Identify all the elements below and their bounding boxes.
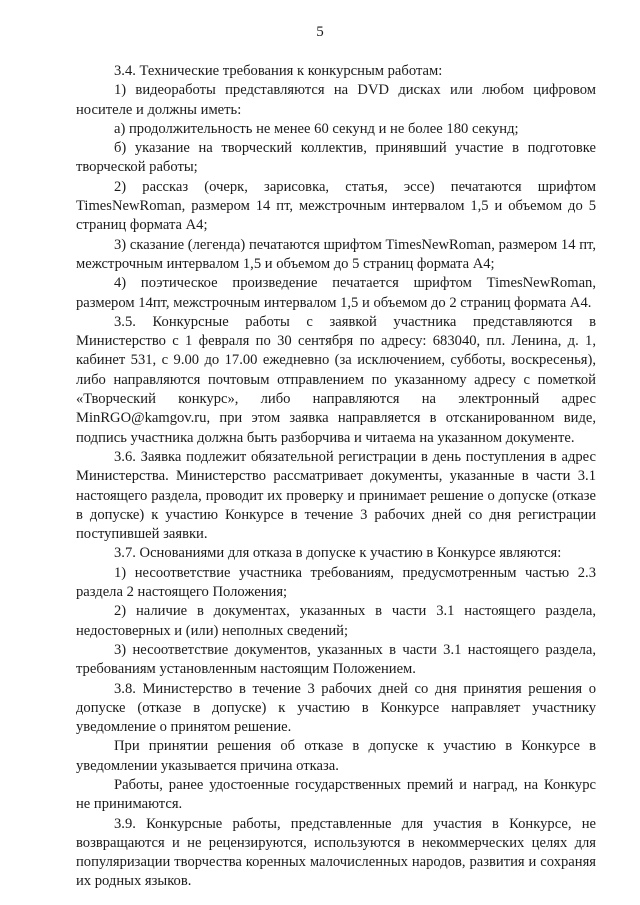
paragraph-3-7: 3.7. Основаниями для отказа в допуске к участию в Конкурсе являются: bbox=[114, 545, 562, 562]
paragraph-3-9: 3.9. Конкурсные работы, представленные для участия в Конкурсе, не возвращаются и не рецензируются, используются в некоммерческих целях для популяризации творчества коренных малочисленных народов, развития и сохраняя их родных языков. bbox=[76, 815, 596, 890]
document-body bbox=[76, 62, 596, 892]
paragraph-3-5: 3.5. Конкурсные работы с заявкой участника представляются в Министерство с 1 февраля по 30 сентября по адресу: 683040, пл. Ленина, д. 1, кабинет 531, с 9.00 до 17.00 ежедневно (за исключением, субботы, воскресенья), либо направляются почтовым отправлением по указанному адресу с пометкой «Творческий конкурс», либо направляются на электронный адрес MinRGO@kamgov.ru, при этом заявка направляется в отсканированном виде, подпись участника должна быть разборчива и читаема на указанном документе. bbox=[76, 313, 596, 446]
paragraph-3-8: 3.8. Министерство в течение 3 рабочих дней со дня принятия решения о допуске (отказе в допуске) к участию в Конкурсе направляет участнику уведомление о принятом решение. bbox=[76, 680, 596, 736]
paragraph-3-6: 3.6. Заявка подлежит обязательной регистрации в день поступления в адрес Министерства. Министерство рассматривает документы, указанные в части 3.1 настоящего раздела, проводит их проверку и принимает решение о допуске (отказе в допуске) к участию Конкурсе в течение 3 рабочих дней со дня регистрации поступившей заявки. bbox=[76, 448, 596, 543]
paragraph-3-4-item-1: 1) видеоработы представляются на DVD дисках или любом цифровом носителе и должны иметь: bbox=[76, 82, 596, 118]
paragraph-3-4-item-1a: а) продолжительность не менее 60 секунд и не более 180 секунд; bbox=[114, 120, 519, 137]
paragraph-3-4-item-4: 4) поэтическое произведение печатается шрифтом TimesNewRoman, размером 14пт, межстрочным интервалом 1,5 и объемом до 2 страниц формата А4. bbox=[76, 275, 596, 311]
paragraph-3-7-item-2: 2) наличие в документах, указанных в части 3.1 настоящего раздела, недостоверных и (или) неполных сведений; bbox=[76, 603, 596, 639]
paragraph-3-8-awards: Работы, ранее удостоенные государственных премий и наград, на Конкурс не принимаются. bbox=[76, 776, 596, 813]
paragraph-3-7-item-1: 1) несоответствие участника требованиям, предусмотренным частью 2.3 раздела 2 настоящего Положения; bbox=[76, 564, 596, 601]
paragraph-3-4-item-2: 2) рассказ (очерк, зарисовка, статья, эссе) печатаются шрифтом TimesNewRoman, размером 14 пт, межстрочным интервалом 1,5 и объемом до 5 страниц формата А4; bbox=[76, 178, 596, 234]
paragraph-3-4-item-1b: б) указание на творческий коллектив, принявший участие в подготовке творческой работы; bbox=[76, 140, 596, 176]
paragraph-3-8-refusal: При принятии решения об отказе в допуске к участию в Конкурсе в уведомлении указывается причина отказа. bbox=[76, 738, 596, 774]
paragraph-3-4: 3.4. Технические требования к конкурсным работам: bbox=[114, 63, 443, 79]
page-number: 5 bbox=[316, 24, 324, 40]
paragraph-3-7-item-3: 3) несоответствие документов, указанных в части 3.1 настоящего раздела, требованиям установленным настоящим Положением. bbox=[76, 641, 596, 678]
paragraph-3-4-item-3: 3) сказание (легенда) печатаются шрифтом TimesNewRoman, размером 14 пт, межстрочным интервалом 1,5 и объемом до 5 страниц формата А4; bbox=[76, 236, 596, 272]
